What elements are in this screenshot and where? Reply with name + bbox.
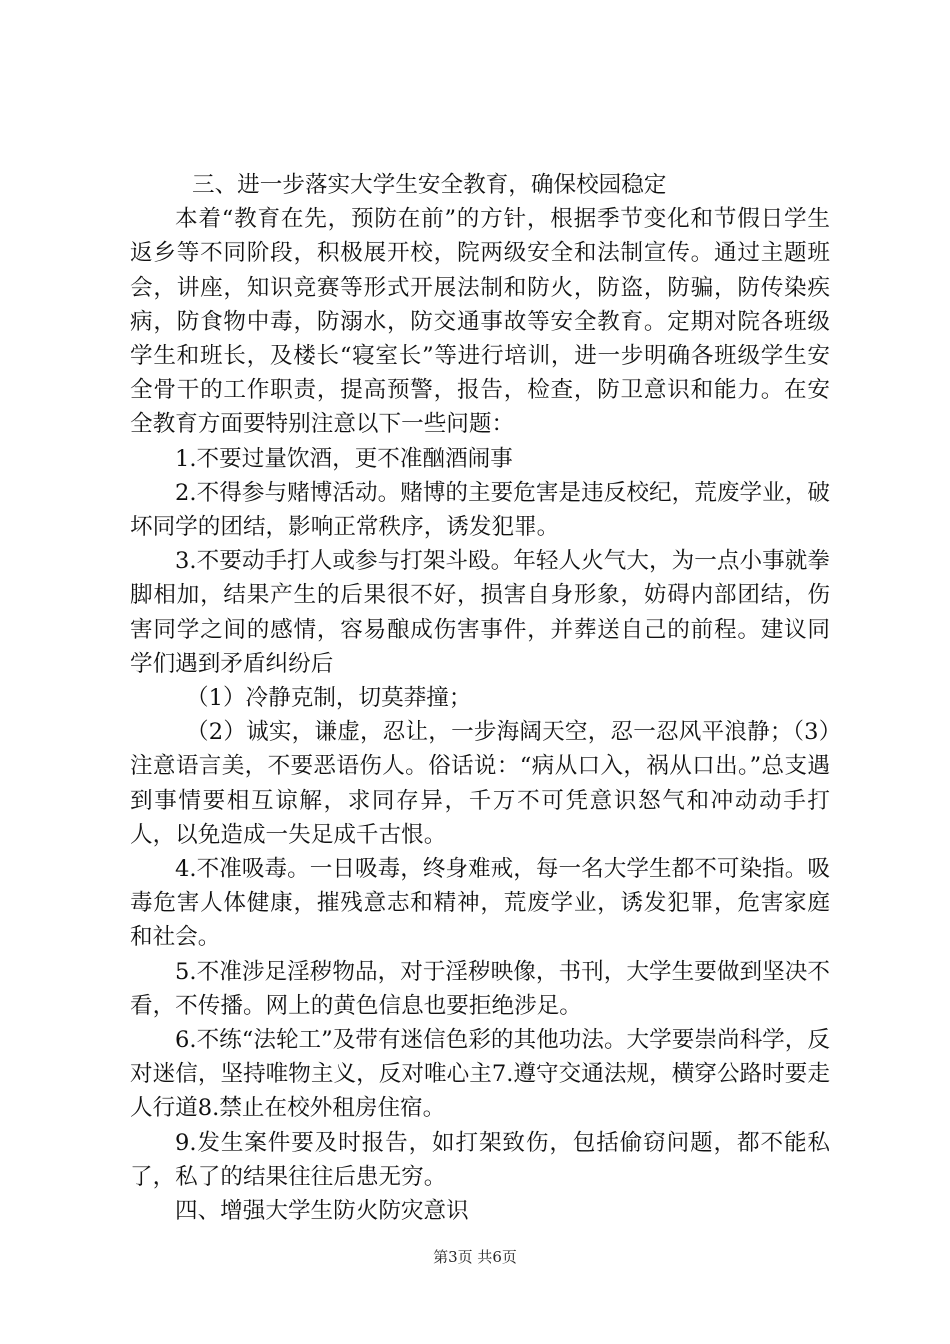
section-heading-3: 三、进一步落实大学生安全教育，确保校园稳定 xyxy=(192,172,667,198)
paragraph-intro: 本着“教育在先，预防在前”的方针，根据季节变化和节假日学生返乡等不同阶段，积极展开校，院两级安全和法制宣传。通过主题班会，讲座，知识竞赛等形式开展法制和防火，防盗，防骗，防传染疾病，防食物中毒，防溺水，防交通事故等安全教育。定期对院各班级学生和班长，及楼长“寝室长”等进行培训，进一步明确各班级学生安全骨干的工作职责，提高预警，报告，检查，防卫意识和能力。在安全教育方面要特别注意以下一些问题： xyxy=(130,206,830,438)
list-item-3: 3.不要动手打人或参与打架斗殴。年轻人火气大，为一点小事就拳脚相加，结果产生的后果很不好，损害自身形象，妨碍内部团结，伤害同学之间的感情，容易酿成伤害事件，并葬送自己的前程。建议同学们遇到矛盾纠纷后 xyxy=(130,548,830,677)
document-body xyxy=(130,168,830,1228)
list-item-5: 5.不准涉足淫秽物品，对于淫秽映像，书刊，大学生要做到坚决不看，不传播。网上的黄色信息也要拒绝涉足。 xyxy=(130,958,830,1019)
page-footer: 第3页 共6页 xyxy=(433,1248,517,1266)
sub-item-2: （2）诚实，谦虚，忍让，一步海阔天空，忍一忍风平浪静；（3）注意语言美，不要恶语伤人。俗话说：“病从口入，祸从口出。”总支遇到事情要相互谅解，求同存异，千万不可凭意识怒气和冲动动手打人，以免造成一失足成千古恨。 xyxy=(130,719,830,848)
list-item-4: 4.不准吸毒。一日吸毒，终身难戒，每一名大学生都不可染指。吸毒危害人体健康，摧残意志和精神，荒废学业，诱发犯罪，危害家庭和社会。 xyxy=(130,856,830,951)
list-item-9: 9.发生案件要及时报告，如打架致伤，包括偷窃问题，都不能私了，私了的结果往往后患无穷。 xyxy=(130,1129,830,1190)
list-item-6: 6.不练“法轮工”及带有迷信色彩的其他功法。大学要崇尚科学，反对迷信，坚持唯物主义，反对唯心主7.遵守交通法规，横穿公路时要走人行道8.禁止在校外租房住宿。 xyxy=(130,1027,830,1122)
list-item-1: 1.不要过量饮酒，更不准酗酒闹事 xyxy=(175,445,513,472)
list-item-2: 2.不得参与赌博活动。赌博的主要危害是违反校纪，荒废学业，破坏同学的团结，影响正常秩序，诱发犯罪。 xyxy=(130,479,830,541)
sub-item-1: （1）冷静克制，切莫莽撞； xyxy=(186,685,472,712)
section-heading-4: 四、增强大学生防火防灾意识 xyxy=(175,1198,469,1225)
